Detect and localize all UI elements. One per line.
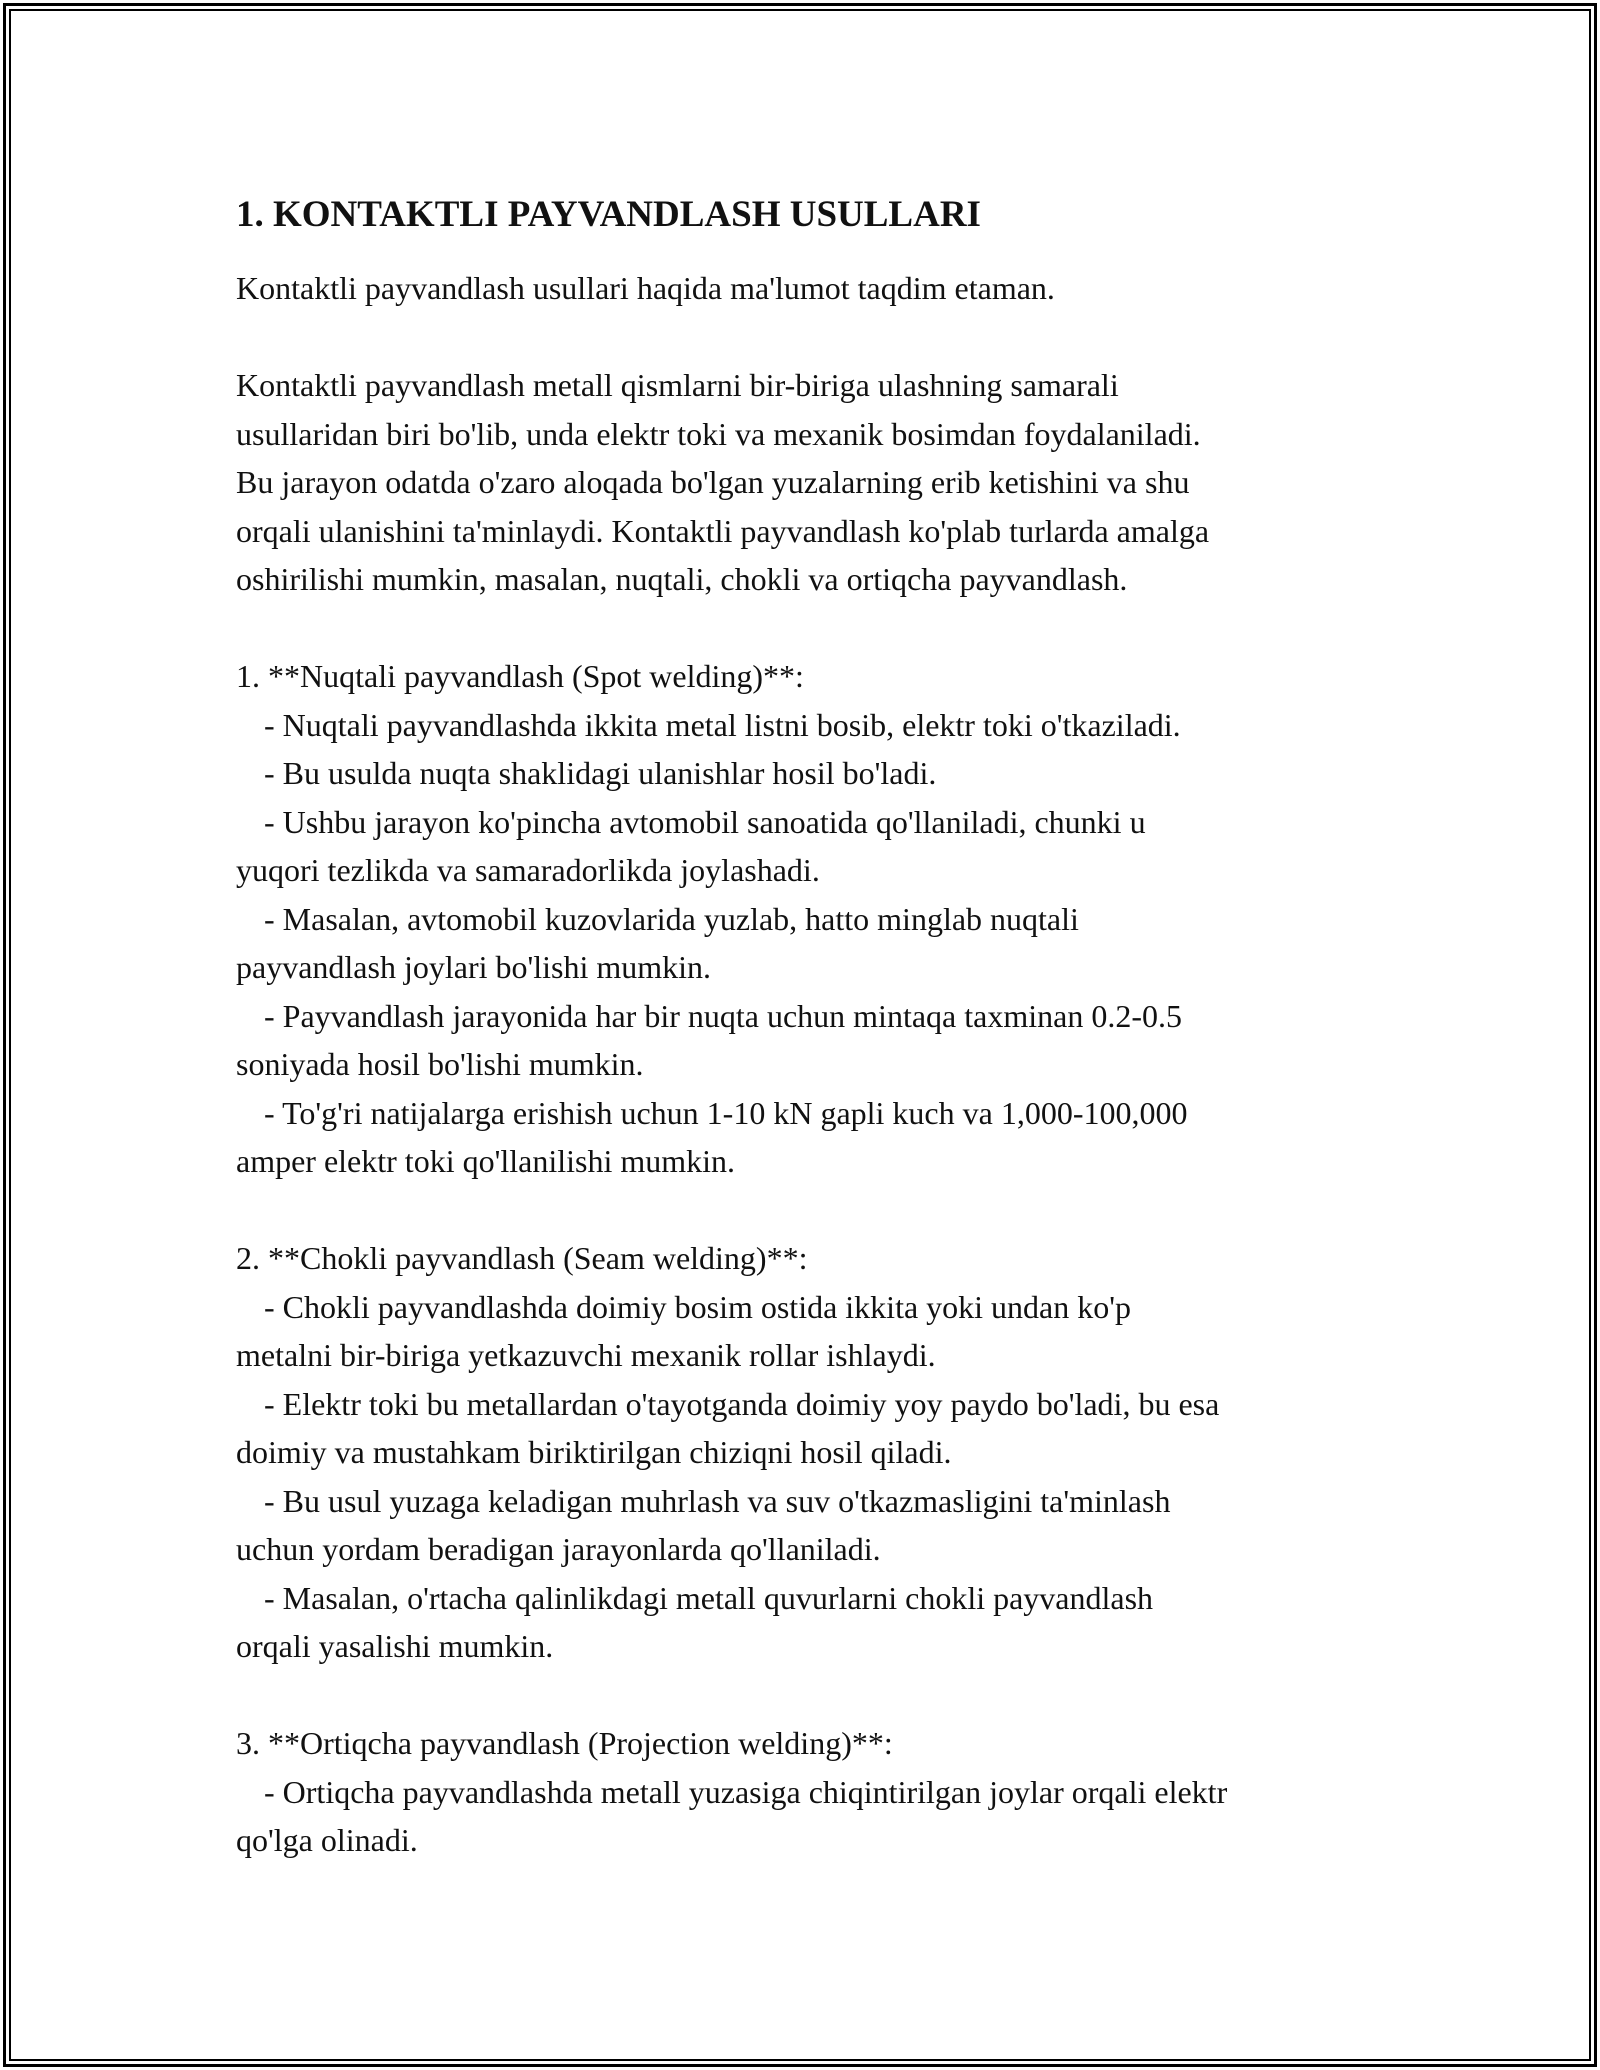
section-bullet: - Ortiqcha payvandlashda metall yuzasiga chiqintirilgan joylar orqali elektr qo'lga olinadi. <box>236 1773 1228 1858</box>
section-bullet: - Nuqtali payvandlashda ikkita metal listni bosib, elektr toki o'tkaziladi. <box>264 706 1181 743</box>
section-bullet: - Masalan, o'rtacha qalinlikdagi metall quvurlarni chokli payvandlash orqali yasalishi mumkin. <box>236 1579 1154 1664</box>
section-bullet: - Ushbu jarayon ko'pincha avtomobil sanoatida qo'llaniladi, chunki u yuqori tezlikda va samaradorlikda joylashadi. <box>236 803 1146 888</box>
document-title: 1. KONTAKTLI PAYVANDLASH USULLARI <box>236 194 981 235</box>
section-bullet: - Bu usul yuzaga keladigan muhrlash va suv o'tkazmasligini ta'minlash uchun yordam beradigan jarayonlarda qo'llaniladi. <box>236 1482 1171 1567</box>
section-bullet: - Masalan, avtomobil kuzovlarida yuzlab, hatto minglab nuqtali payvandlash joylari bo'lishi mumkin. <box>236 900 1079 985</box>
section-spot-welding <box>236 652 1396 1186</box>
section-bullet: - Bu usulda nuqta shaklidagi ulanishlar hosil bo'ladi. <box>264 755 937 791</box>
section-seam-welding <box>236 1234 1396 1671</box>
overview-paragraph: Kontaktli payvandlash metall qismlarni bir-biriga ulashning samarali usullaridan biri bo'lib, unda elektr toki va mexanik bosimdan foydalaniladi. Bu jarayon odatda o'zaro aloqada bo'lgan yuzalarning erib ketishini va shu orqali ulanishini ta'minlaydi. Kontaktli payvandlash ko'plab turlarda amalga oshirilishi mumkin, masalan, nuqtali, chokli va ortiqcha payvandlash. <box>236 367 1210 597</box>
section-heading: 2. **Chokli payvandlash (Seam welding)**: <box>236 1240 808 1276</box>
section-bullet: - Payvandlash jarayonida har bir nuqta uchun mintaqa taxminan 0.2-0.5 soniyada hosil bo'lishi mumkin. <box>236 997 1182 1082</box>
section-bullet: - Chokli payvandlashda doimiy bosim ostida ikkita yoki undan ko'p metalni bir-biriga yetkazuvchi mexanik rollar ishlaydi. <box>236 1288 1132 1373</box>
paragraph-gap <box>236 604 1396 653</box>
paragraph-gap <box>236 1186 1396 1235</box>
section-projection-welding <box>236 1719 1396 1865</box>
section-bullet: - Elektr toki bu metallardan o'tayotganda doimiy yoy paydo bo'ladi, bu esa doimiy va mustahkam biriktirilgan chiziqni hosil qiladi. <box>236 1385 1220 1470</box>
paragraph-gap <box>236 313 1396 362</box>
intro-paragraph: Kontaktli payvandlash usullari haqida ma'lumot taqdim etaman. <box>236 270 1055 306</box>
paragraph-gap <box>236 1671 1396 1720</box>
section-bullet: - To'g'ri natijalarga erishish uchun 1-10 kN gapli kuch va 1,000-100,000 amper elektr toki qo'llanilishi mumkin. <box>236 1094 1188 1179</box>
section-heading: 1. **Nuqtali payvandlash (Spot welding)**: <box>236 658 804 694</box>
document-body <box>236 188 1396 1865</box>
section-heading: 3. **Ortiqcha payvandlash (Projection welding)**: <box>236 1725 893 1761</box>
